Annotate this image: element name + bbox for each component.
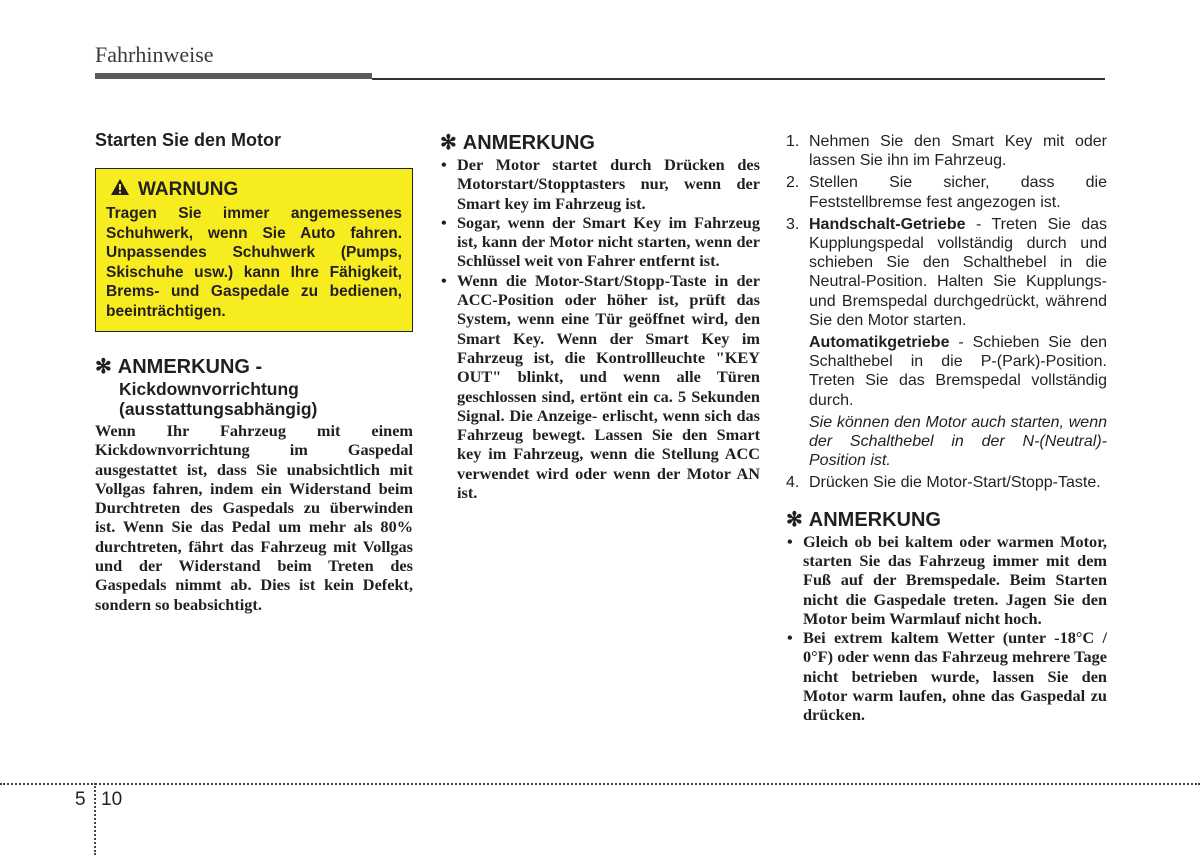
list-item: • Wenn die Motor-Start/Stopp-Taste in der ACC-Position oder höher ist, prüft das System, wenn eine Tür geöffnet wird, den Smart Key. Wenn der Smart Key im Fahrzeug ist, die Kontrollleuchte "KEY OUT" blinkt, und wenn alle Türen geschlossen sind, ertönt ein ca. 5 Sekunden Signal. Die Anzeige- erlischt, wenn sich das Fahrzeug bewegt. Lassen Sie den Smart key im Fahrzeug, wenn die Stellung ACC verwendet wird oder wenn der Motor AN ist.: [441, 270, 760, 503]
warning-box: [95, 168, 413, 332]
note-bullet-list: [440, 155, 760, 502]
italic-note: Sie können den Motor auch starten, wenn der Schalthebel in der N-(Neutral)-Position ist.: [809, 413, 1107, 470]
section-heading: Starten Sie den Motor: [95, 130, 282, 150]
footer-rule: [0, 783, 1200, 785]
note-heading: [440, 130, 760, 155]
step-item: 1. Nehmen Sie den Smart Key mit oder lassen Sie ihn im Fahrzeug.: [786, 133, 1107, 170]
warning-title: WARNUNG: [138, 179, 239, 200]
asterisk-icon: ✻: [95, 356, 112, 378]
column-middle: [440, 128, 760, 502]
column-left: [95, 128, 413, 614]
note-subtitle-2: (ausstattungsabhängig): [119, 399, 318, 419]
warning-triangle-icon: [110, 178, 130, 202]
warning-text: Tragen Sie immer angemessenes Schuhwerk, wenn Sie Auto fahren. Unpassendes Schuhwerk (Pumps, Skischuhe usw.) kann Ihre Fähigkeit, Brems- und Gaspedale zu bedienen, beeinträchtigen.: [106, 205, 402, 320]
header-rule-thick: [95, 73, 372, 79]
step-item: 3. Handschalt-Getriebe - Treten Sie das Kupplungspedal vollständig durch und schieben Sie den Schalthebel in die Neutral-Position. Halten Sie Kupplungs- und Bremspedal durchgedrückt, während Sie den Motor starten.: [786, 215, 1107, 329]
note-kickdown: [95, 354, 413, 614]
chapter-number: 5: [75, 789, 86, 810]
list-item: • Sogar, wenn der Smart Key im Fahrzeug ist, kann der Motor nicht starten, wenn der Schlüssel weit von Fahrer entfernt ist.: [441, 212, 760, 271]
column-right: [786, 128, 1107, 725]
note-title: ANMERKUNG -: [117, 356, 263, 378]
list-item: • Gleich ob bei kaltem oder warmen Motor, starten Sie das Fahrzeug immer mit dem Fuß auf der Bremspedale. Beim Starten nicht die Gaspedale treten. Jagen Sie den Motor beim Warmlauf nicht hoch.: [787, 531, 1107, 628]
step-item: 2. Stellen Sie sicher, dass die Feststellbremse fest angezogen ist.: [786, 174, 1107, 211]
note-text: Wenn Ihr Fahrzeug mit einem Kickdownvorrichtung im Gaspedal ausgestattet ist, dass Sie unabsichtlich mit Vollgas fahren, indem ein Widerstand beim Durchtreten des Gaspedals zu überwinden ist. Wenn Sie das Pedal um mehr als 80% durchtreten, fährt das Fahrzeug mit Vollgas und der Widerstand beim Treten des Gaspedals nimmt ab. Dies ist kein Defekt, sondern so beabsichtigt.: [95, 421, 413, 614]
footer-divider: [94, 783, 96, 855]
asterisk-icon: ✻: [786, 508, 803, 531]
list-item: • Der Motor startet durch Drücken des Motorstart/Stopptasters nur, wenn der Smart key im Fahrzeug ist.: [441, 155, 760, 213]
list-item: • Bei extrem kaltem Wetter (unter -18°C / 0°F) oder wenn das Fahrzeug mehrere Tage nicht betrieben wurde, lassen Sie den Motor warm laufen, ohne das Gaspedal zu drücken.: [787, 628, 1107, 725]
page-number: 10: [101, 789, 123, 810]
asterisk-icon: ✻: [440, 132, 457, 154]
step-list-2: [786, 473, 1107, 492]
running-header: Fahrhinweise: [95, 42, 214, 67]
note-title: ANMERKUNG: [808, 508, 941, 531]
note-heading: [786, 507, 1107, 532]
header-rule-thin: [372, 78, 1105, 80]
step-list: [786, 132, 1107, 330]
automatic-paragraph: Automatikgetriebe - Schieben Sie den Schalthebel in die P-(Park)-Position. Treten Sie das Bremspedal vollständig durch.: [809, 334, 1107, 409]
note-heading: [95, 354, 413, 379]
note-title: ANMERKUNG: [462, 132, 595, 154]
note-subtitle-1: Kickdownvorrichtung: [119, 379, 299, 399]
step-item: 4. Drücken Sie die Motor-Start/Stopp-Taste.: [786, 474, 1101, 492]
note-bullet-list: [786, 532, 1107, 725]
note-start: [786, 507, 1107, 725]
warning-title-row: [110, 178, 402, 202]
